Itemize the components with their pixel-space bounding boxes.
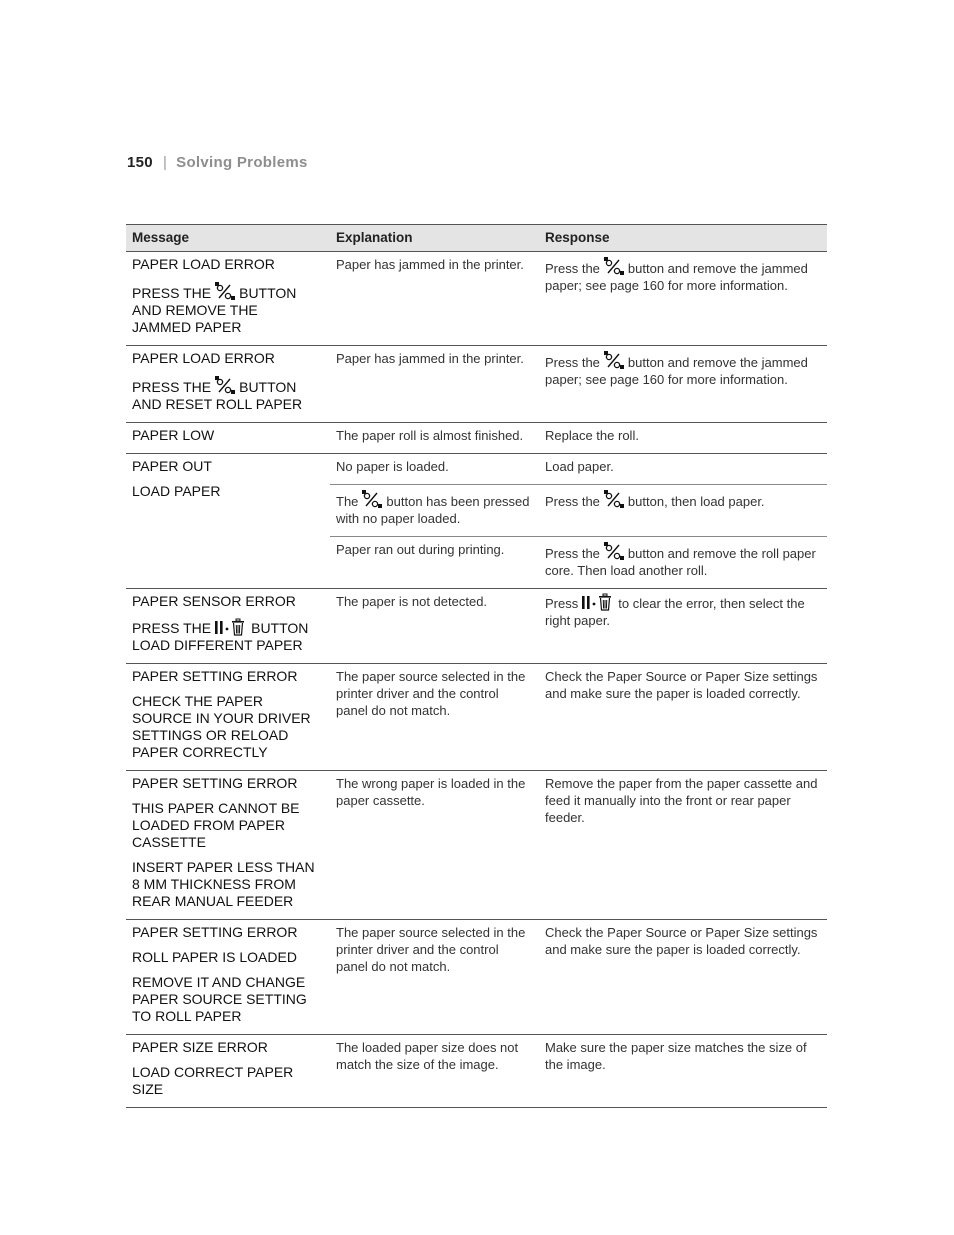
response-text: button and remove the jammed paper; see page 160 for more information. xyxy=(545,261,808,293)
explanation-cell: The paper source selected in the printer driver and the control panel do not match. xyxy=(330,920,539,1035)
paper-feed-cut-icon xyxy=(361,489,383,509)
column-header-message: Message xyxy=(126,225,330,252)
message-line: ROLL PAPER IS LOADED xyxy=(132,949,297,965)
message-line xyxy=(132,375,324,413)
message-text: BUTTON xyxy=(251,620,309,636)
message-cell xyxy=(126,346,330,423)
message-line: PAPER OUT xyxy=(132,458,212,474)
response-cell xyxy=(539,485,827,537)
message-line: INSERT PAPER LESS THAN 8 MM THICKNESS FROM REAR MANUAL FEEDER xyxy=(132,859,315,909)
message-line: LOAD PAPER xyxy=(132,483,221,499)
response-cell: Check the Paper Source or Paper Size settings and make sure the paper is loaded correctly. xyxy=(539,664,827,771)
pause-cancel-icon xyxy=(581,593,615,611)
message-text: PRESS THE xyxy=(132,379,212,395)
table-row xyxy=(126,346,827,423)
explanation-cell: Paper has jammed in the printer. xyxy=(330,346,539,423)
table-row xyxy=(126,589,827,664)
message-line: PAPER LOAD ERROR xyxy=(132,350,275,366)
message-line: PAPER SETTING ERROR xyxy=(132,924,298,940)
message-text: PRESS THE xyxy=(132,285,212,301)
explanation-cell: The paper is not detected. xyxy=(330,589,539,664)
response-cell xyxy=(539,346,827,423)
explanation-text: The xyxy=(336,494,359,509)
table-row xyxy=(126,920,827,1035)
message-line: PAPER SETTING ERROR xyxy=(132,775,298,791)
message-line: PAPER SENSOR ERROR xyxy=(132,593,296,609)
message-line: PAPER LOW xyxy=(132,427,215,443)
response-cell: Check the Paper Source or Paper Size settings and make sure the paper is loaded correctly. xyxy=(539,920,827,1035)
explanation-cell: Paper has jammed in the printer. xyxy=(330,252,539,346)
message-cell xyxy=(126,771,330,920)
table-header-row xyxy=(126,225,827,252)
paper-feed-cut-icon xyxy=(603,350,625,370)
response-cell xyxy=(539,537,827,589)
table-row xyxy=(126,423,827,454)
header-separator: | xyxy=(162,154,168,171)
explanation-cell: The wrong paper is loaded in the paper cassette. xyxy=(330,771,539,920)
response-text: button, then load paper. xyxy=(627,494,765,509)
paper-feed-cut-icon xyxy=(214,281,236,301)
explanation-cell xyxy=(330,485,539,537)
response-text: to clear the error, then select the right paper. xyxy=(545,596,805,628)
response-text: Press xyxy=(545,596,579,611)
error-message-table xyxy=(126,224,827,1108)
paper-feed-cut-icon xyxy=(603,541,625,561)
explanation-text: button has been pressed with no paper loaded. xyxy=(336,494,530,526)
response-text: Press the xyxy=(545,355,600,370)
message-cell xyxy=(126,423,330,454)
table-row xyxy=(126,454,827,485)
message-text: AND REMOVE THE xyxy=(132,302,258,318)
message-line: PAPER LOAD ERROR xyxy=(132,256,275,272)
explanation-cell: The paper roll is almost finished. xyxy=(330,423,539,454)
message-line: LOAD CORRECT PAPER SIZE xyxy=(132,1064,294,1097)
message-line: PAPER SIZE ERROR xyxy=(132,1039,268,1055)
table-row xyxy=(126,252,827,346)
explanation-cell: The loaded paper size does not match the size of the image. xyxy=(330,1035,539,1108)
response-cell xyxy=(539,252,827,346)
response-cell: Make sure the paper size matches the size of the image. xyxy=(539,1035,827,1108)
message-line xyxy=(132,281,324,336)
message-cell xyxy=(126,252,330,346)
table-row xyxy=(126,771,827,920)
response-cell: Replace the roll. xyxy=(539,423,827,454)
section-title: Solving Problems xyxy=(176,154,308,171)
message-cell xyxy=(126,1035,330,1108)
message-text: BUTTON xyxy=(239,379,297,395)
message-cell xyxy=(126,454,330,589)
paper-feed-cut-icon xyxy=(603,256,625,276)
response-cell: Load paper. xyxy=(539,454,827,485)
message-text: BUTTON xyxy=(239,285,297,301)
column-header-response: Response xyxy=(539,225,827,252)
response-text: Press the xyxy=(545,261,600,276)
message-cell xyxy=(126,664,330,771)
column-header-explanation: Explanation xyxy=(330,225,539,252)
pause-cancel-icon xyxy=(214,618,248,636)
explanation-cell: The paper source selected in the printer driver and the control panel do not match. xyxy=(330,664,539,771)
message-line xyxy=(132,618,324,654)
paper-feed-cut-icon xyxy=(603,489,625,509)
response-text: button and remove the roll paper core. Then load another roll. xyxy=(545,546,816,578)
message-cell xyxy=(126,920,330,1035)
response-text: Press the xyxy=(545,494,600,509)
paper-feed-cut-icon xyxy=(214,375,236,395)
response-cell xyxy=(539,589,827,664)
response-cell: Remove the paper from the paper cassette and feed it manually into the front or rear paper feeder. xyxy=(539,771,827,920)
response-text: button and remove the jammed paper; see page 160 for more information. xyxy=(545,355,808,387)
table-row xyxy=(126,664,827,771)
message-line: CHECK THE PAPER SOURCE IN YOUR DRIVER SETTINGS OR RELOAD PAPER CORRECTLY xyxy=(132,693,311,760)
message-text: LOAD DIFFERENT PAPER xyxy=(132,637,303,653)
message-cell xyxy=(126,589,330,664)
message-text: JAMMED PAPER xyxy=(132,319,242,335)
message-line: PAPER SETTING ERROR xyxy=(132,668,298,684)
page-number: 150 xyxy=(127,154,153,171)
running-header xyxy=(127,154,308,171)
message-text: PRESS THE xyxy=(132,620,212,636)
message-text: AND RESET ROLL PAPER xyxy=(132,396,303,412)
table-row xyxy=(126,1035,827,1108)
explanation-cell: Paper ran out during printing. xyxy=(330,537,539,589)
explanation-cell: No paper is loaded. xyxy=(330,454,539,485)
message-line: THIS PAPER CANNOT BE LOADED FROM PAPER CASSETTE xyxy=(132,800,300,850)
message-line: REMOVE IT AND CHANGE PAPER SOURCE SETTING TO ROLL PAPER xyxy=(132,974,307,1024)
response-text: Press the xyxy=(545,546,600,561)
